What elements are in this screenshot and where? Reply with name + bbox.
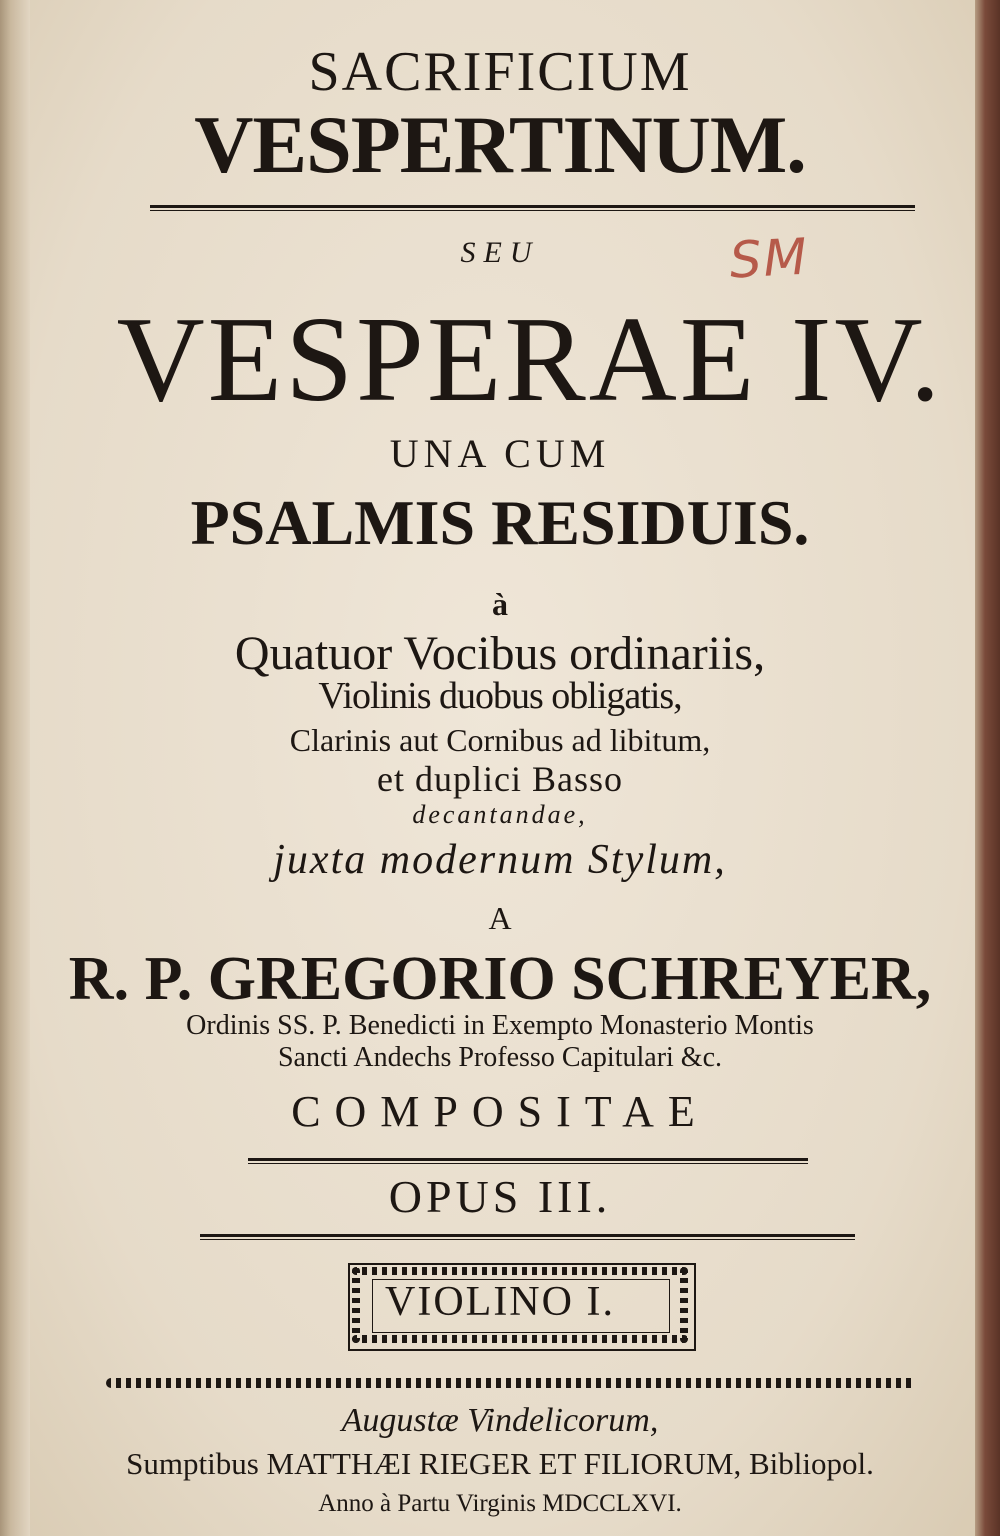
decantandae-line: decantandae, <box>412 800 588 829</box>
imprint-city: Augustæ Vindelicorum, <box>341 1402 659 1439</box>
author-name: R. P. GREGORIO SCHREYER, <box>68 945 932 1013</box>
library-stamp: SM <box>728 227 811 290</box>
una-cum: UNA CUM <box>389 431 611 476</box>
a-letter: A <box>488 900 512 936</box>
book-edge <box>975 0 1000 1536</box>
imprint-year: Anno à Partu Virginis MDCCLXVI. <box>318 1490 682 1517</box>
rule-top <box>150 205 915 211</box>
rule-middle <box>248 1158 808 1164</box>
basso-line: et duplici Basso <box>377 759 623 799</box>
juxta-line: juxta modernum Stylum, <box>273 837 727 883</box>
order-line-1: Ordinis SS. P. Benedicti in Exempto Monasterio Montis <box>186 1010 814 1041</box>
title-line-1: SACRIFICIUM <box>308 41 692 103</box>
frame-ornament-top <box>352 1267 688 1275</box>
violins-line: Violinis duobus obligatis, <box>318 675 682 717</box>
ornament-border <box>106 1378 916 1388</box>
voices-line: Quatuor Vocibus ordinariis, <box>234 627 766 680</box>
psalmis-residuis: PSALMIS RESIDUIS. <box>190 487 810 558</box>
imprint-publisher: Sumptibus MATTHÆI RIEGER ET FILIORUM, Bibliopol. <box>126 1446 874 1481</box>
rule-lower <box>200 1234 855 1240</box>
a-accent: à <box>492 586 508 622</box>
title-line-2: VESPERTINUM. <box>194 99 806 190</box>
opus-number: OPUS III. <box>388 1171 612 1222</box>
clarinis-line: Clarinis aut Cornibus ad libitum, <box>289 722 711 758</box>
part-name: VIOLINO I. <box>385 1279 615 1325</box>
seu-word: SEU <box>460 236 540 269</box>
order-line-2: Sancti Andechs Professo Capitulari &c. <box>277 1042 723 1073</box>
frame-ornament-bottom <box>352 1335 688 1343</box>
main-title: VESPERAE IV. <box>116 292 944 427</box>
compositae: COMPOSITAE <box>291 1087 709 1136</box>
